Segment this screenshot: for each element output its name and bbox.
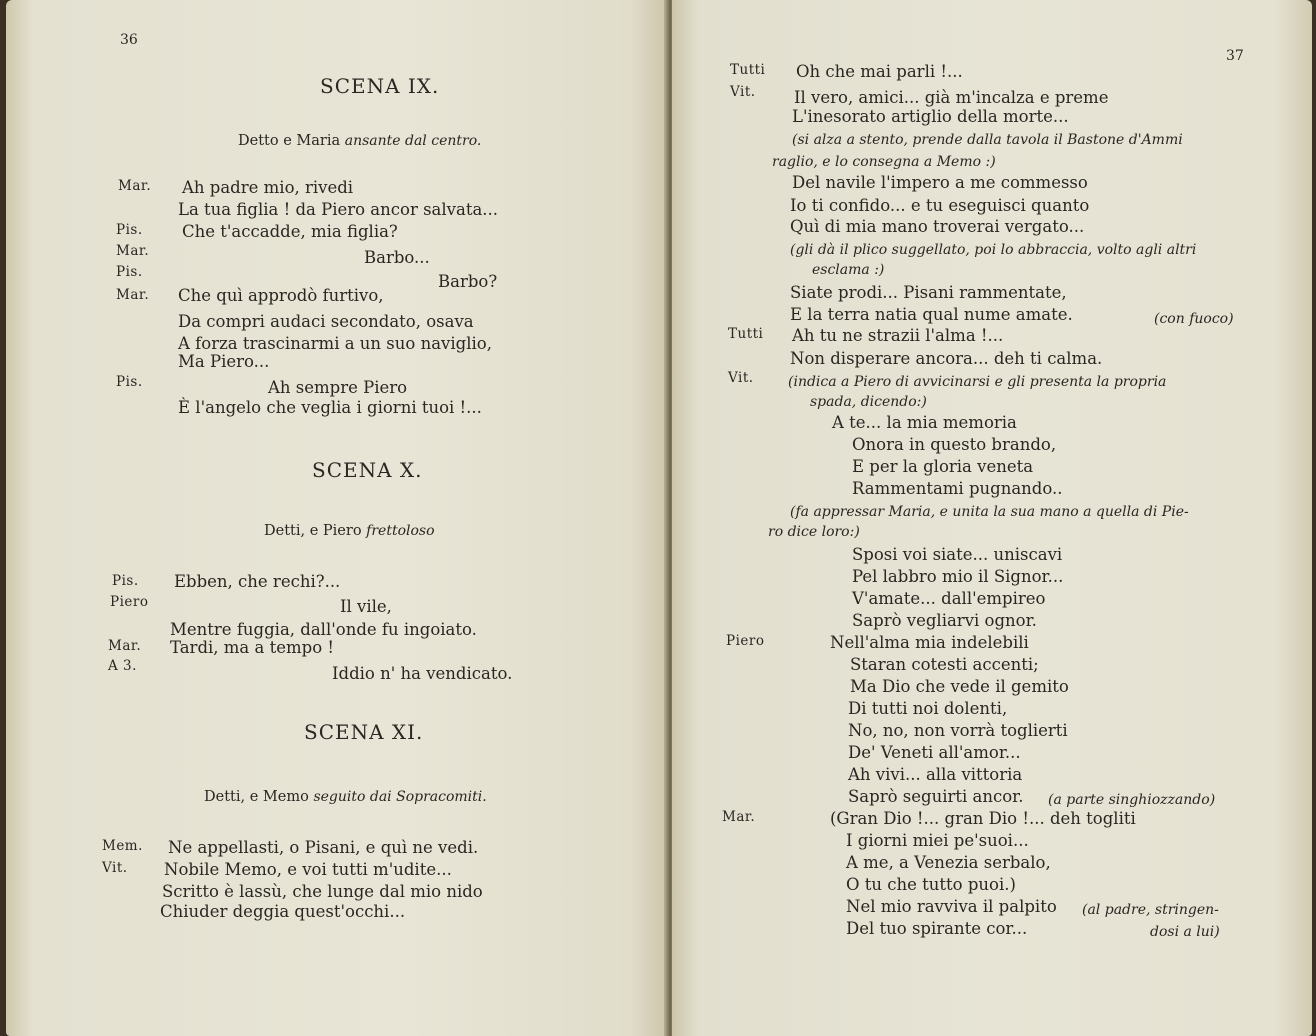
- speaker-label: Tutti: [730, 62, 766, 78]
- speaker-label: Mar.: [116, 243, 150, 259]
- stage-direction: Detto e Maria ansante dal centro.: [238, 133, 482, 149]
- verse-line: Saprò vegliarvi ognor.: [852, 611, 1037, 630]
- verse-line: Non disperare ancora... deh ti calma.: [790, 349, 1103, 368]
- page-number: 36: [120, 32, 138, 48]
- verse-line: Sposi voi siate... uniscavi: [852, 545, 1063, 564]
- stage-direction: (al padre, stringen-: [1082, 902, 1219, 918]
- stage-direction: (si alza a stento, prende dalla tavola il Bastone d'Ammi: [792, 132, 1183, 148]
- verse-line: Staran cotesti accenti;: [850, 655, 1039, 674]
- verse-line: Rammentami pugnando..: [852, 479, 1063, 498]
- verse-line: Ah padre mio, rivedi: [182, 178, 354, 197]
- verse-line: Del tuo spirante cor...: [846, 919, 1028, 938]
- verse-line: Iddio n' ha vendicato.: [332, 664, 513, 683]
- speaker-label: Mar.: [722, 809, 756, 825]
- verse-line: A me, a Venezia serbalo,: [846, 853, 1051, 872]
- verse-line: Ma Dio che vede il gemito: [850, 677, 1069, 696]
- speaker-label: Piero: [110, 594, 149, 610]
- speaker-label: Mar.: [108, 638, 142, 654]
- verse-line: Scritto è lassù, che lunge dal mio nido: [162, 882, 483, 901]
- verse-line: Siate prodi... Pisani rammentate,: [790, 283, 1067, 302]
- speaker-label: Vit.: [730, 84, 756, 100]
- verse-line: Onora in questo brando,: [852, 435, 1057, 454]
- speaker-label: Mem.: [102, 838, 143, 854]
- stage-direction: (a parte singhiozzando): [1048, 792, 1216, 808]
- verse-line: È l'angelo che veglia i giorni tuoi !...: [178, 398, 482, 417]
- right-page: [672, 0, 1312, 1036]
- verse-line: Barbo...: [364, 248, 430, 267]
- scene-heading: SCENA X.: [312, 458, 423, 482]
- stage-direction: (gli dà il plico suggellato, poi lo abbraccia, volto agli altri: [790, 242, 1197, 258]
- left-page: [6, 0, 670, 1036]
- verse-line: Quì di mia mano troverai vergato...: [790, 217, 1085, 236]
- stage-direction: Detti, e Piero frettoloso: [264, 523, 435, 539]
- verse-line: A te... la mia memoria: [832, 413, 1017, 432]
- verse-line: Mentre fuggia, dall'onde fu ingoiato.: [170, 620, 477, 639]
- verse-line: O tu che tutto puoi.): [846, 875, 1016, 894]
- speaker-label: Vit.: [102, 860, 128, 876]
- stage-direction: ro dice loro:): [768, 524, 860, 540]
- verse-line: De' Veneti all'amor...: [848, 743, 1021, 762]
- stage-direction: dosi a lui): [1150, 924, 1220, 940]
- verse-line: Ah sempre Piero: [268, 378, 408, 397]
- verse-line: V'amate... dall'empireo: [852, 589, 1046, 608]
- page-number: 37: [1226, 48, 1244, 64]
- verse-line: Oh che mai parli !...: [796, 62, 963, 81]
- verse-line: Ne appellasti, o Pisani, e quì ne vedi.: [168, 838, 479, 857]
- verse-line: Il vero, amici... già m'incalza e preme: [794, 88, 1109, 107]
- verse-line: Da compri audaci secondato, osava: [178, 312, 474, 331]
- speaker-label: Mar.: [116, 287, 150, 303]
- verse-line: Pel labbro mio il Signor...: [852, 567, 1064, 586]
- verse-line: Nell'alma mia indelebili: [830, 633, 1029, 652]
- verse-line: I giorni miei pe'suoi...: [846, 831, 1029, 850]
- stage-direction: raglio, e lo consegna a Memo :): [772, 154, 996, 170]
- verse-line: Nobile Memo, e voi tutti m'udite...: [164, 860, 452, 879]
- verse-line: Che quì approdò furtivo,: [178, 286, 384, 305]
- verse-line: Barbo?: [438, 272, 498, 291]
- stage-direction: (indica a Piero di avvicinarsi e gli presenta la propria: [788, 374, 1167, 390]
- speaker-label: Piero: [726, 633, 765, 649]
- verse-line: (Gran Dio !... gran Dio !... deh togliti: [830, 809, 1136, 828]
- verse-line: No, no, non vorrà toglierti: [848, 721, 1068, 740]
- speaker-label: Mar.: [118, 178, 152, 194]
- verse-line: E per la gloria veneta: [852, 457, 1034, 476]
- verse-line: La tua figlia ! da Piero ancor salvata...: [178, 200, 499, 219]
- verse-line: Nel mio ravviva il palpito: [846, 897, 1057, 916]
- verse-line: Ah vivi... alla vittoria: [848, 765, 1023, 784]
- stage-direction: spada, dicendo:): [810, 394, 927, 410]
- stage-direction: (con fuoco): [1154, 311, 1234, 327]
- verse-line: Saprò seguirti ancor.: [848, 787, 1024, 806]
- verse-line: Il vile,: [340, 597, 392, 616]
- verse-line: E la terra natia qual nume amate.: [790, 305, 1073, 324]
- speaker-label: Pis.: [116, 374, 143, 390]
- verse-line: Di tutti noi dolenti,: [848, 699, 1008, 718]
- verse-line: Tardi, ma a tempo !: [170, 638, 335, 657]
- verse-line: Chiuder deggia quest'occhi...: [160, 902, 406, 921]
- verse-line: Del navile l'impero a me commesso: [792, 173, 1088, 192]
- speaker-label: Pis.: [116, 222, 143, 238]
- verse-line: Ah tu ne strazii l'alma !...: [792, 326, 1004, 345]
- speaker-label: Pis.: [112, 573, 139, 589]
- verse-line: A forza trascinarmi a un suo naviglio,: [178, 334, 492, 353]
- verse-line: Io ti confido... e tu eseguisci quanto: [790, 196, 1090, 215]
- stage-direction: (fa appressar Maria, e unita la sua mano a quella di Pie-: [790, 504, 1189, 520]
- stage-direction: esclama :): [812, 262, 885, 278]
- speaker-label: Tutti: [728, 326, 764, 342]
- verse-line: Ma Piero...: [178, 352, 270, 371]
- verse-line: L'inesorato artiglio della morte...: [792, 107, 1069, 126]
- speaker-label: A 3.: [108, 658, 137, 674]
- speaker-label: Vit.: [728, 370, 754, 386]
- scene-heading: SCENA IX.: [320, 74, 440, 98]
- scene-heading: SCENA XI.: [304, 720, 424, 744]
- speaker-label: Pis.: [116, 264, 143, 280]
- verse-line: Che t'accadde, mia figlia?: [182, 222, 398, 241]
- verse-line: Ebben, che rechi?...: [174, 572, 341, 591]
- stage-direction: Detti, e Memo seguito dai Sopracomiti.: [204, 789, 487, 805]
